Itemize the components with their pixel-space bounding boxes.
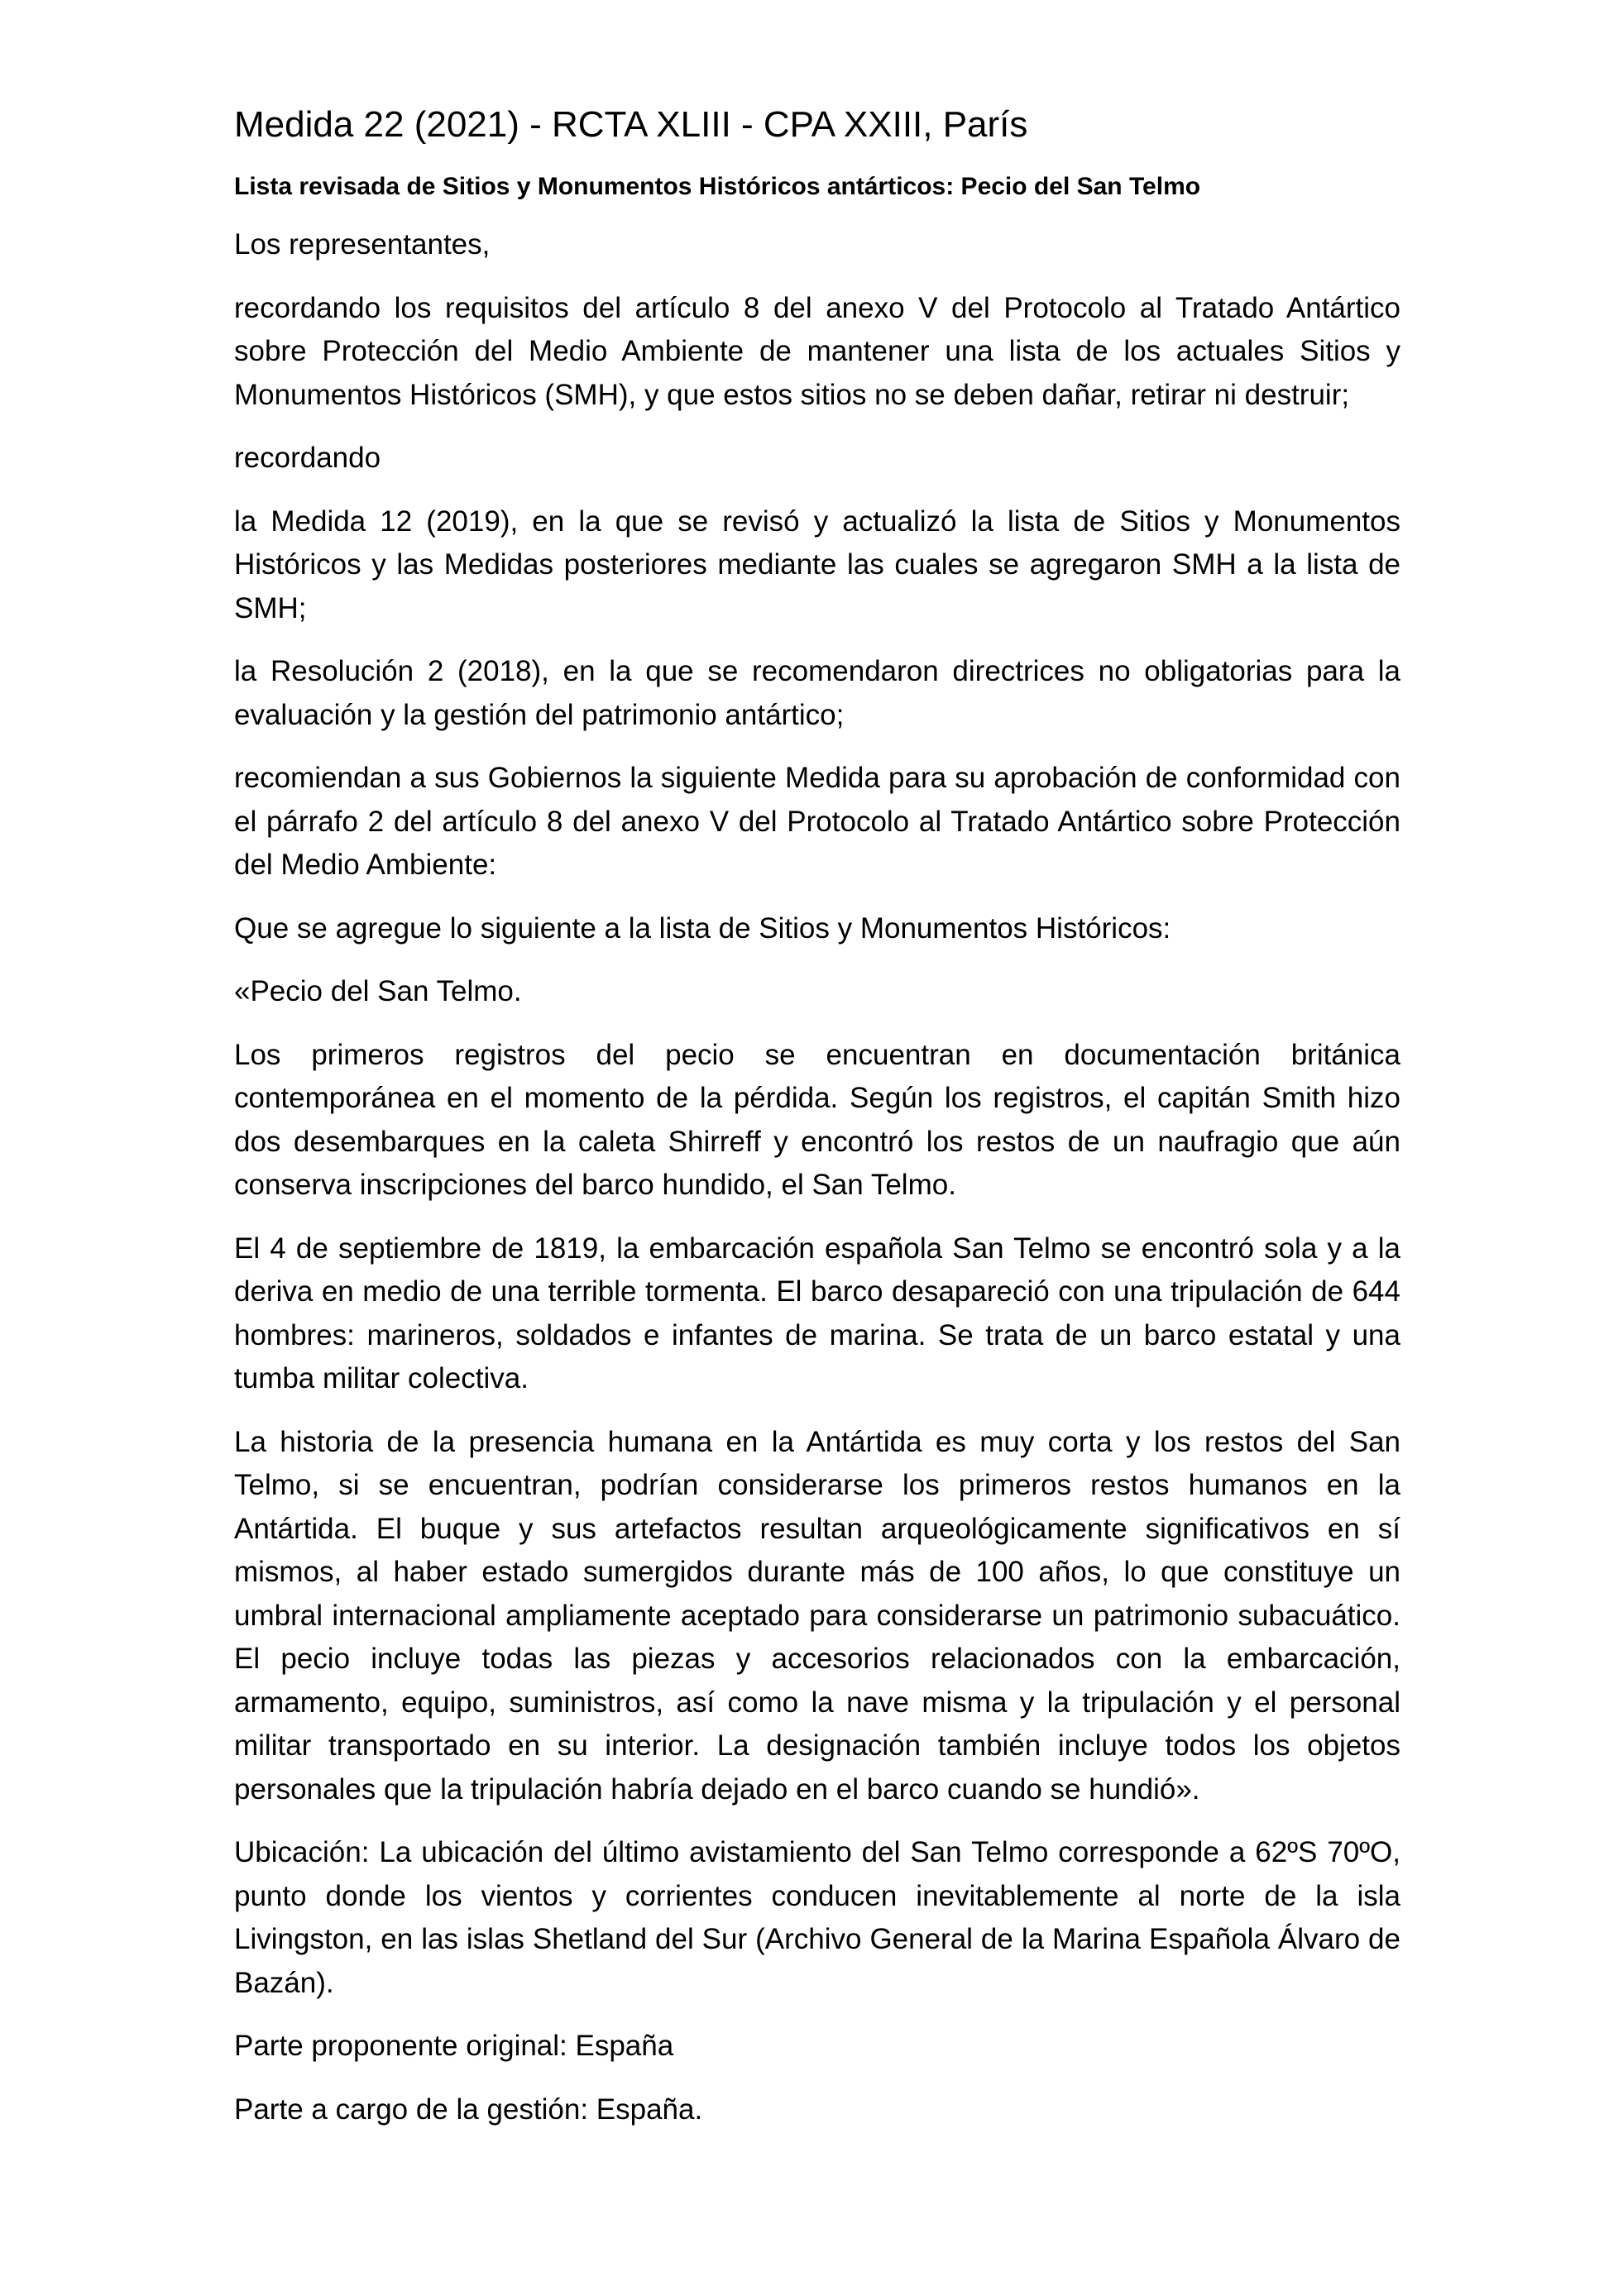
addition-statement: Que se agregue lo siguiente a la lista de Sitios y Monumentos Históricos: [234,911,1171,945]
site-description-records: Los primeros registros del pecio se encuentran en documentación británica contemporánea en el momento de la pérdida. Según los registros, el capitán Smith hizo dos desembarques en la caleta Shirreff y encontró los restos de un naufragio que aún conserva inscripciones del barco hundido, el San Telmo. [234,1038,1400,1201]
site-location: Ubicación: La ubicación del último avistamiento del San Telmo corresponde a 62ºS 70ºO, punto donde los vientos y corrientes conducen inevitablemente al norte de la isla Livingston, en las islas Shetland del Sur (Archivo General de la Marina Española Álvaro de Bazán). [234,1836,1400,1999]
preamble-representatives: Los representantes, [234,228,491,261]
site-description-history: El 4 de septiembre de 1819, la embarcación española San Telmo se encontró sola y a la deriva en medio de una terrible tormenta. El barco desapareció con una tripulación de 644 hombres: marineros, soldados e infantes de marina. Se trata de un barco estatal y una tumba militar colectiva. [234,1232,1400,1394]
site-description-significance: La historia de la presencia humana en la Antártida es muy corta y los restos del San Telmo, si se encuentran, podrían considerarse los primeros restos humanos en la Antártida. El buque y sus artefactos resultan arqueológicamente significativos en sí mismos, al haber estado sumergidos durante más de 100 años, lo que constituye un umbral internacional ampliamente aceptado para considerarse un patrimonio subacuático. El pecio incluye todas las piezas y accesorios relacionados con la embarcación, armamento, equipo, suministros, así como la nave misma y la tripulación y el personal militar transportado en su interior. La designación también incluye todos los objetos personales que la tripulación habría dejado en el barco cuando se hundió». [234,1425,1400,1806]
preamble-recalling: recordando [234,442,381,474]
document-subtitle: Lista revisada de Sitios y Monumentos Históricos antárticos: Pecio del San Telmo [234,173,1201,200]
preamble-recalling-article-8: recordando los requisitos del artículo 8 del anexo V del Protocolo al Tratado Antártico sobre Protección del Medio Ambiente de mantener una lista de los actuales Sitios y Monumentos Históricos (SMH), y que estos sitios no se deben dañar, retirar ni destruir; [234,291,1400,411]
document-body [234,98,1400,2151]
site-name: «Pecio del San Telmo. [234,975,522,1007]
recommendation-paragraph: recomiendan a sus Gobiernos la siguiente Medida para su aprobación de conformidad con el párrafo 2 del artículo 8 del anexo V del Protocolo al Tratado Antártico sobre Protección del Medio Ambiente: [234,762,1400,881]
managing-party: Parte a cargo de la gestión: España. [234,2093,703,2126]
preamble-resolution-2: la Resolución 2 (2018), en la que se recomendaron directrices no obligatorias para la evaluación y la gestión del patrimonio antártico; [234,655,1400,731]
original-proposing-party: Parte proponente original: España [234,2030,674,2062]
document-title: Medida 22 (2021) - RCTA XLIII - CPA XXIII, París [234,104,1028,145]
preamble-measure-12: la Medida 12 (2019), en la que se revisó y actualizó la lista de Sitios y Monumentos Históricos y las Medidas posteriores mediante las cuales se agregaron SMH a la lista de SMH; [234,505,1400,624]
